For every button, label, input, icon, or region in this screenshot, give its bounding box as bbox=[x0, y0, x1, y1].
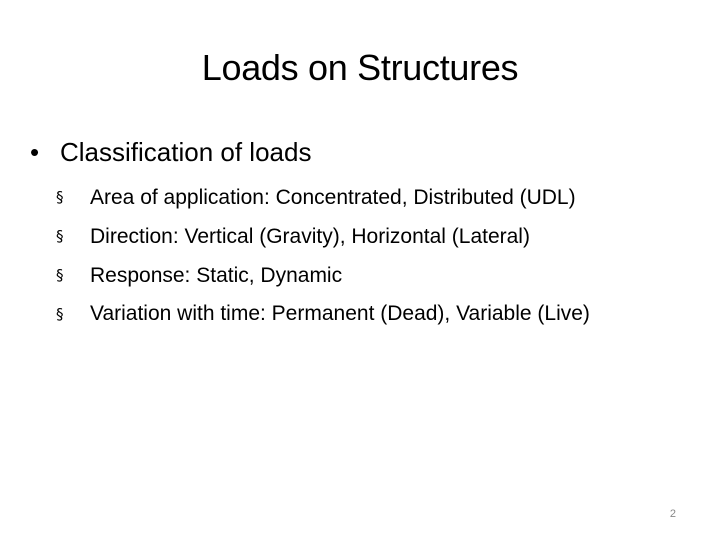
sub-bullet-item bbox=[56, 217, 696, 256]
main-bullet bbox=[30, 134, 311, 170]
page-number: 2 bbox=[669, 508, 676, 520]
sub-bullet-text: Response: Static, Dynamic bbox=[90, 264, 343, 287]
sub-bullet-item bbox=[56, 256, 696, 295]
section-sign-marker: § bbox=[56, 227, 64, 245]
sub-bullet-item bbox=[56, 295, 696, 329]
sub-bullet-text: Area of application: Concentrated, Distributed (UDL) bbox=[90, 186, 576, 209]
slide-title: Loads on Structures bbox=[201, 47, 519, 88]
sub-bullet-list bbox=[56, 178, 696, 329]
section-sign-marker: § bbox=[56, 266, 64, 284]
main-bullet-text: Classification of loads bbox=[60, 137, 312, 167]
sub-bullet-text: Variation with time: Permanent (Dead), Variable (Live) bbox=[90, 302, 590, 325]
sub-bullet-item bbox=[56, 178, 696, 217]
sub-bullet-text: Direction: Vertical (Gravity), Horizontal (Lateral) bbox=[90, 225, 530, 248]
bullet-marker: • bbox=[30, 137, 40, 167]
section-sign-marker: § bbox=[56, 305, 64, 323]
section-sign-marker: § bbox=[56, 188, 64, 206]
